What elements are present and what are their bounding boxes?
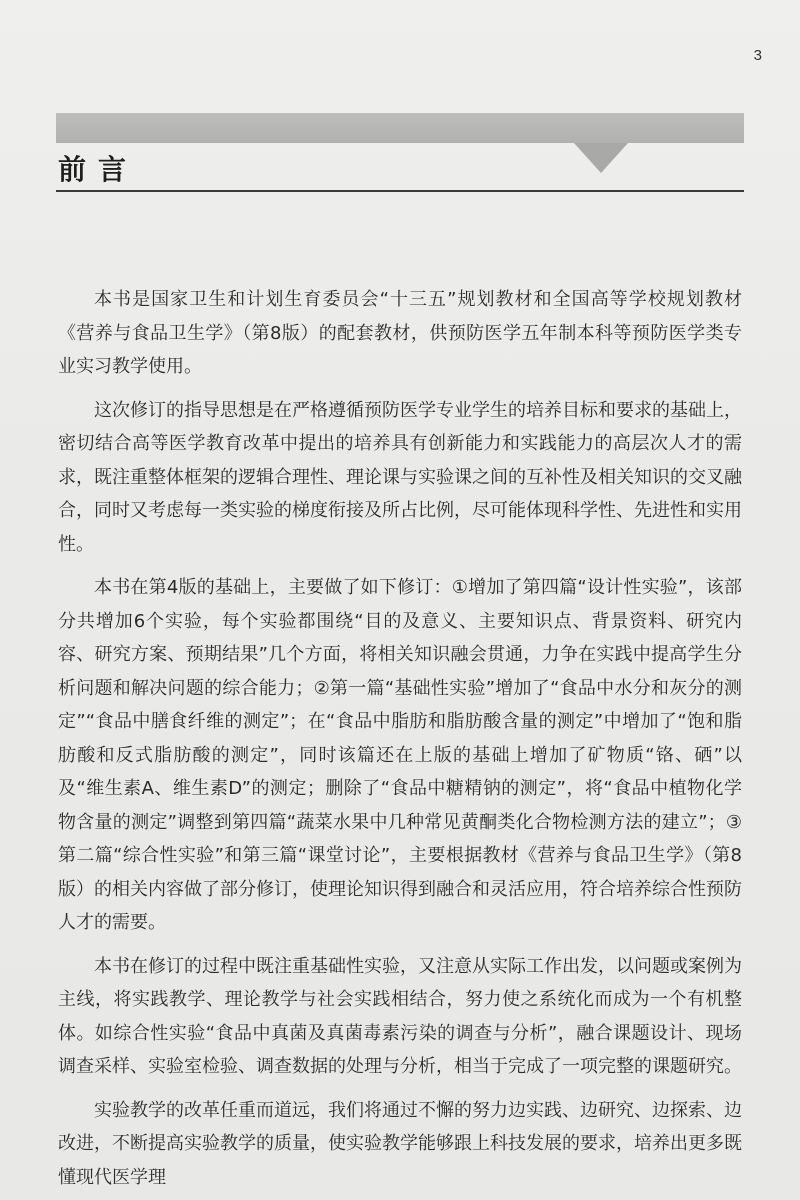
paragraph-2: 这次修订的指导思想是在严格遵循预防医学专业学生的培养目标和要求的基础上，密切结合高等医学教育改革中提出的培养具有创新能力和实践能力的高层次人才的需求，既注重整体框架的逻辑合理性、理论课与实验课之间的互补性及相关知识的交叉融合，同时又考虑每一类实验的梯度衔接及所占比例，尽可能体现科学性、先进性和实用性。 xyxy=(58,399,742,555)
paragraph-5: 实验教学的改革任重而道远，我们将通过不懈的努力边实践、边研究、边探索、边改进，不断提高实验教学的质量，使实验教学能够跟上科技发展的要求，培养出更多既懂现代医学理 xyxy=(58,1099,742,1188)
body-text xyxy=(58,283,742,1194)
section-title: 前言 xyxy=(58,153,139,186)
paragraph-3: 本书在第4版的基础上，主要做了如下修订：①增加了第四篇“设计性实验”，该部分共增加6个实验，每个实验都围绕“目的及意义、主要知识点、背景资料、研究内容、研究方案、预期结果”几个方面，将相关知识融会贯通，力争在实践中提高学生分析问题和解决问题的综合能力；②第一篇“基础性实验”增加了“食品中水分和灰分的测定”“食品中膳食纤维的测定”；在“食品中脂肪和脂肪酸含量的测定”中增加了“饱和脂肪酸和反式脂肪酸的测定”，同时该篇还在上版的基础上增加了矿物质“铬、硒”以及“维生素A、维生素D”的测定；删除了“食品中糖精钠的测定”，将“食品中植物化学物含量的测定”调整到第四篇“蔬菜水果中几种常见黄酮类化合物检测方法的建立”；③第二篇“综合性实验”和第三篇“课堂讨论”，主要根据教材《营养与食品卫生学》（第8版）的相关内容做了部分修订，使理论知识得到融合和灵活应用，符合培养综合性预防人才的需要。 xyxy=(58,577,742,933)
header-triangle-ornament xyxy=(574,143,628,173)
paragraph-1: 本书是国家卫生和计划生育委员会“十三五”规划教材和全国高等学校规划教材《营养与食品卫生学》（第8版）的配套教材，供预防医学五年制本科等预防医学类专业实习教学使用。 xyxy=(58,289,742,377)
header-band xyxy=(56,113,744,143)
page-number: 3 xyxy=(753,47,762,64)
title-rule xyxy=(56,190,744,192)
paragraph-4: 本书在修订的过程中既注重基础性实验，又注意从实际工作出发，以问题或案例为主线，将实践教学、理论教学与社会实践相结合，努力使之系统化而成为一个有机整体。如综合性实验“食品中真菌及真菌毒素污染的调查与分析”，融合课题设计、现场调查采样、实验室检验、调查数据的处理与分析，相当于完成了一项完整的课题研究。 xyxy=(58,955,742,1077)
